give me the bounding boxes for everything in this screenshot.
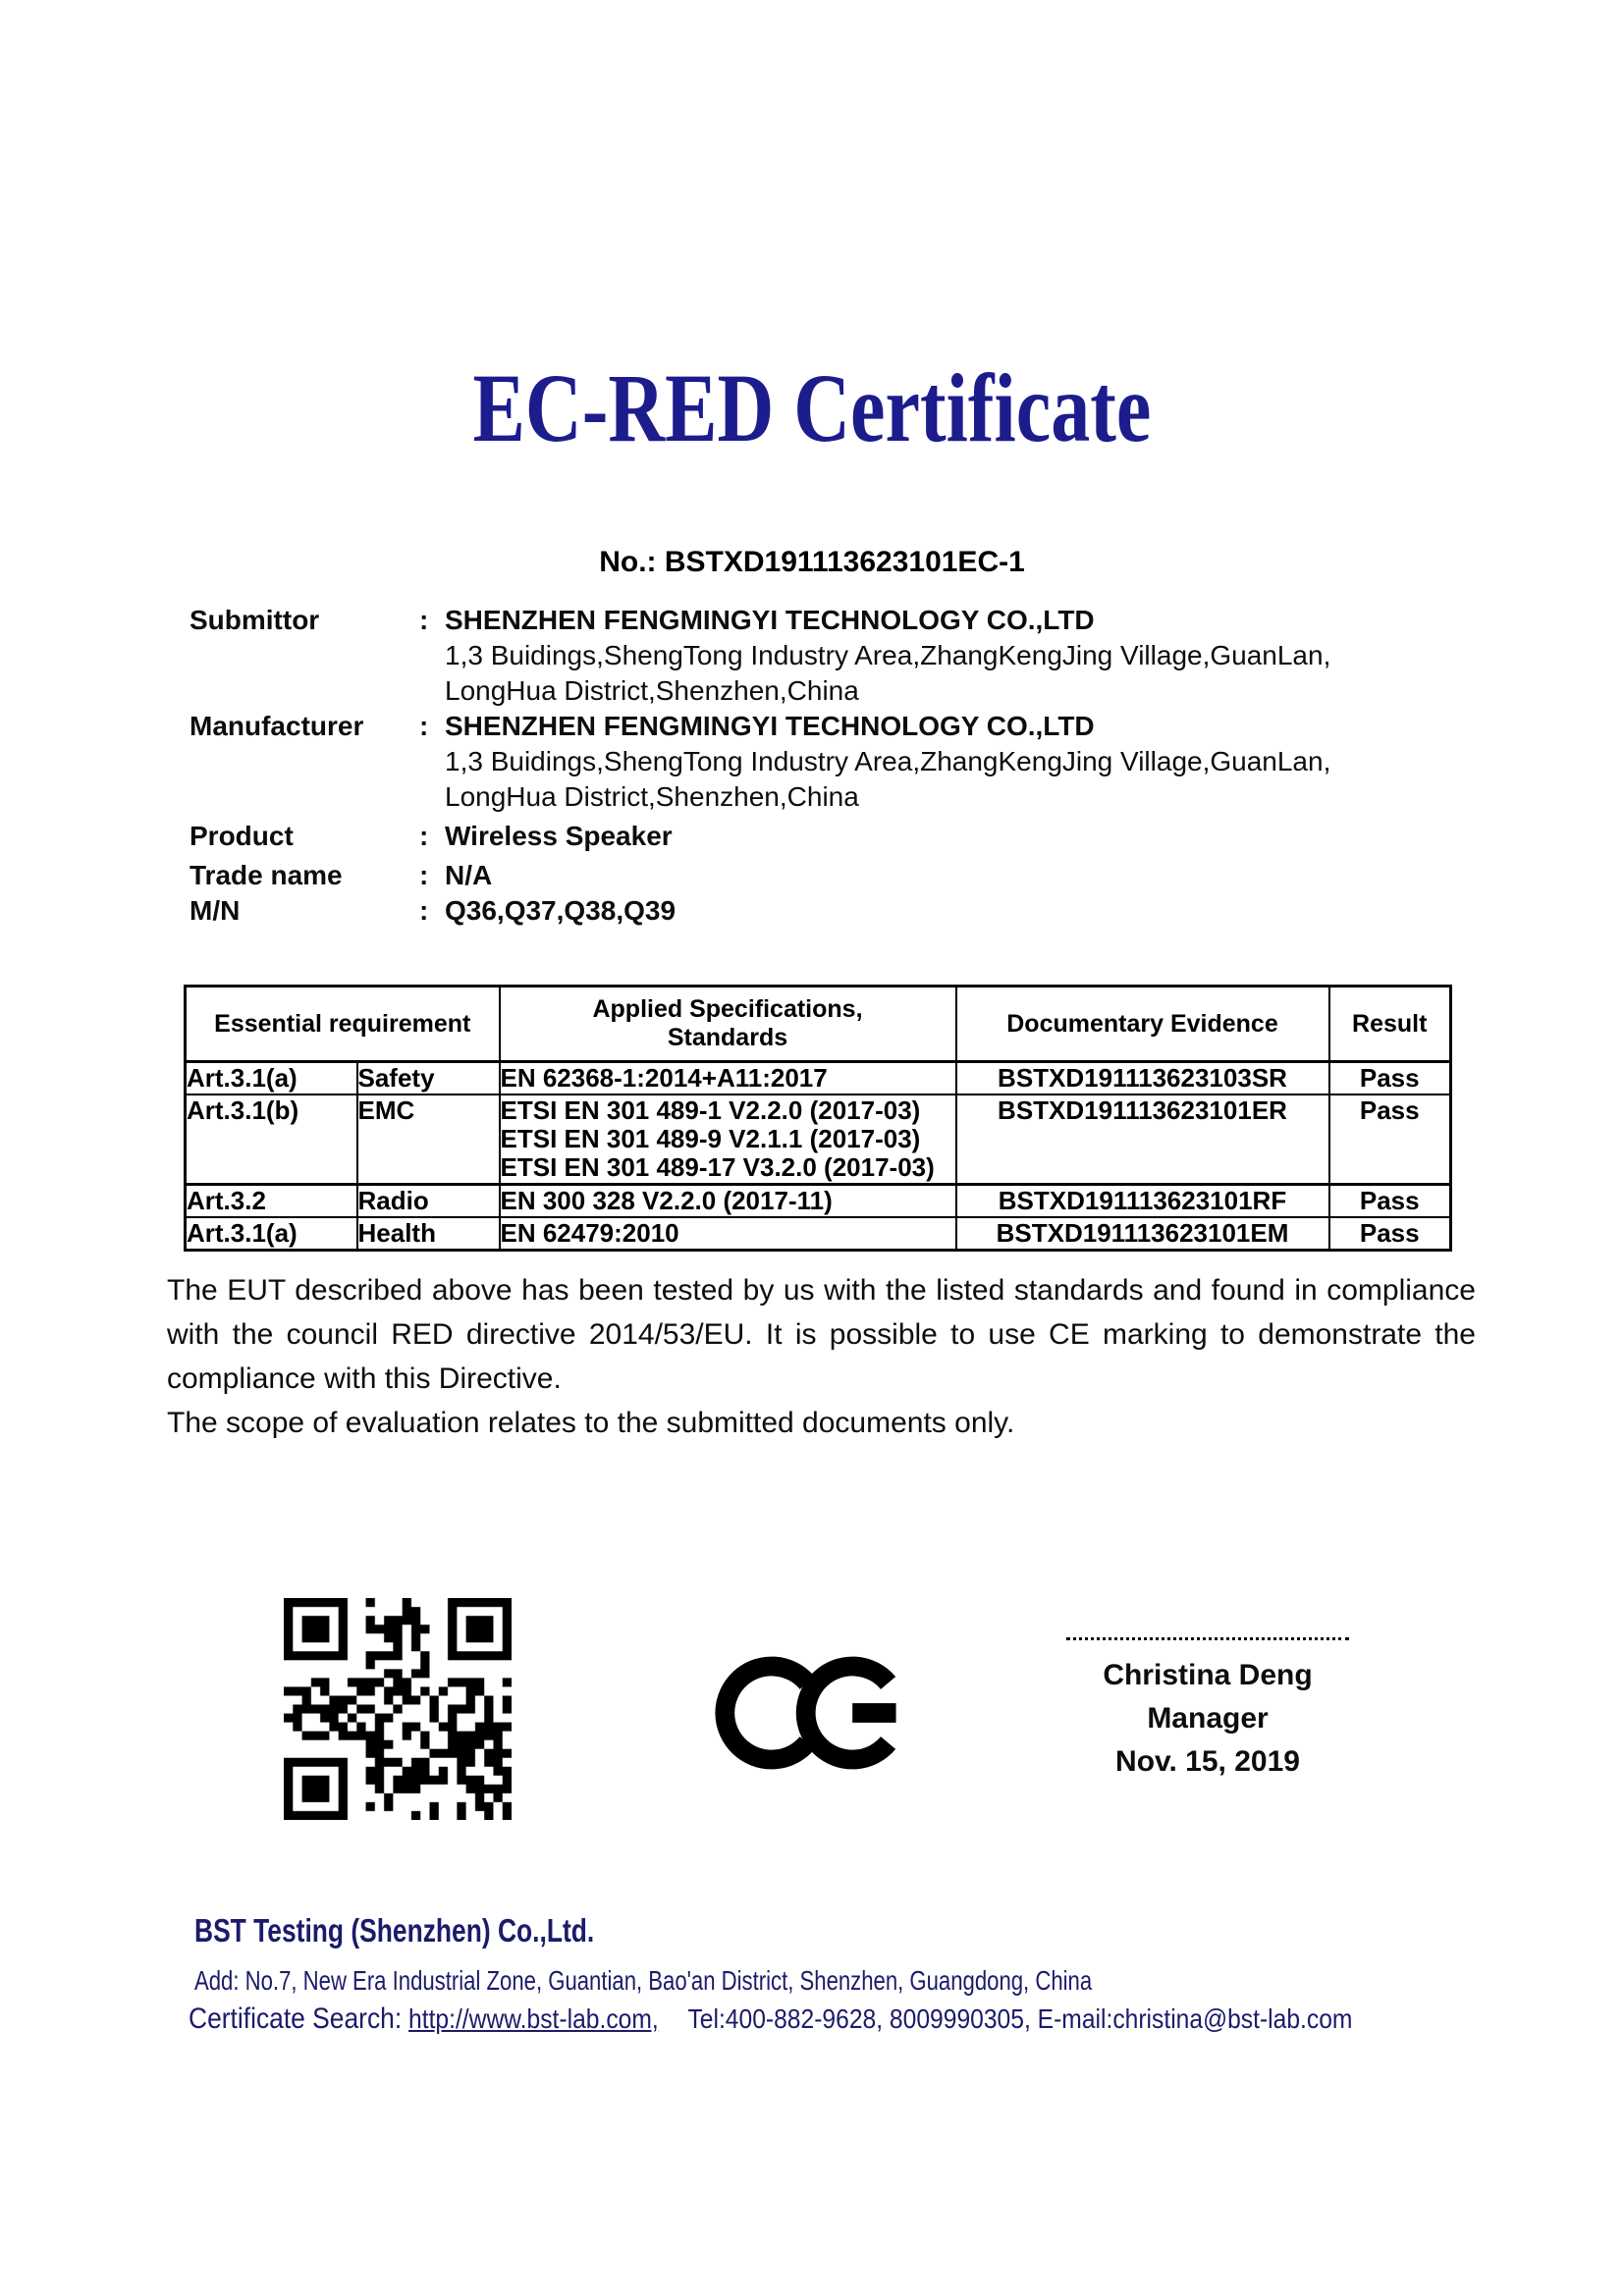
result-cell: Pass [1329, 1185, 1451, 1218]
info-row-manufacturer [189, 709, 1466, 744]
manufacturer-name: SHENZHEN FENGMINGYI TECHNOLOGY CO.,LTD [445, 711, 1095, 741]
certificate-search-url[interactable]: http://www.bst-lab.com, [408, 2003, 659, 2034]
info-colon [419, 673, 445, 709]
article-cell: Art.3.1(a) [186, 1217, 357, 1251]
article-cell: Art.3.1(a) [186, 1062, 357, 1095]
specs-cell [500, 1062, 956, 1095]
info-label [189, 673, 419, 709]
footer-contact-details: Tel:400-882-9628, 8009990305, E-mail:christina@bst-lab.com [687, 2003, 1353, 2034]
info-colon [419, 638, 445, 673]
info-block [189, 603, 1466, 929]
scope-statement: The scope of evaluation relates to the submitted documents only. [167, 1407, 1015, 1439]
info-label [189, 744, 419, 779]
info-row-address [189, 673, 1466, 709]
info-label [189, 779, 419, 815]
spec-line: ETSI EN 301 489-1 V2.2.0 (2017-03) [500, 1095, 921, 1125]
info-colon: : [419, 860, 429, 890]
article-cell: Art.3.2 [186, 1185, 357, 1218]
header-applied-specifications [500, 987, 956, 1062]
info-row-address [189, 779, 1466, 815]
manufacturer-address-line2: LongHua District,Shenzhen,China [445, 781, 859, 812]
certificate-number: No.: BSTXD191113623101EC-1 [599, 546, 1025, 578]
certificate-title: EC-RED Certificate [472, 353, 1152, 462]
table-row [186, 1095, 1451, 1185]
category-cell: Health [357, 1217, 500, 1251]
info-label: Manufacturer [189, 711, 364, 741]
header-specs-line1: Applied Specifications, [592, 995, 863, 1023]
spec-line: EN 62368-1:2014+A11:2017 [500, 1063, 828, 1093]
info-row-address [189, 638, 1466, 673]
info-row-product [189, 819, 1466, 854]
header-result: Result [1329, 987, 1451, 1062]
header-essential-requirement: Essential requirement [186, 987, 500, 1062]
signature-block [1011, 1637, 1404, 1784]
evidence-cell: BSTXD191113623101EM [956, 1217, 1329, 1251]
table-header-row [186, 987, 1451, 1062]
qr-code-icon [284, 1598, 512, 1820]
manufacturer-address-line1: 1,3 Buidings,ShengTong Industry Area,ZhangKengJing Village,GuanLan, [445, 746, 1331, 776]
header-specs-line2: Standards [667, 1024, 788, 1051]
signature-dotted-line [1066, 1637, 1349, 1640]
table-row [186, 1217, 1451, 1251]
certificate-search-label: Certificate Search: [189, 2002, 403, 2035]
header-documentary-evidence: Documentary Evidence [956, 987, 1329, 1062]
model-numbers-value: Q36,Q37,Q38,Q39 [445, 895, 677, 926]
category-cell: Safety [357, 1062, 500, 1095]
signatory-name: Christina Deng [1103, 1659, 1313, 1691]
footer-address: Add: No.7, New Era Industrial Zone, Guantian, Bao'an District, Shenzhen, Guangdong, China [194, 1965, 1093, 1996]
info-label: Submittor [189, 605, 320, 635]
evidence-cell: BSTXD191113623103SR [956, 1062, 1329, 1095]
category-cell: EMC [357, 1095, 500, 1185]
submittor-address-line1: 1,3 Buidings,ShengTong Industry Area,ZhangKengJing Village,GuanLan, [445, 640, 1331, 670]
info-row-address [189, 744, 1466, 779]
compliance-statement: The EUT described above has been tested by us with the listed standards and found in compliance with the council RED directive 2014/53/EU. It is possible to use CE marking to demonstrate the compliance with this Directive. [167, 1274, 1476, 1395]
info-label: Product [189, 821, 294, 851]
spec-line: ETSI EN 301 489-17 V3.2.0 (2017-03) [500, 1152, 935, 1182]
info-label [189, 638, 419, 673]
info-colon: : [419, 895, 429, 926]
info-colon: : [419, 821, 429, 851]
specs-cell [500, 1217, 956, 1251]
ce-mark-icon [715, 1641, 909, 1785]
signatory-title: Manager [1147, 1702, 1269, 1735]
result-cell: Pass [1329, 1217, 1451, 1251]
category-cell: Radio [357, 1185, 500, 1218]
submittor-address-line2: LongHua District,Shenzhen,China [445, 675, 859, 706]
article-cell: Art.3.1(b) [186, 1095, 357, 1185]
requirements-table [184, 985, 1452, 1252]
table-row [186, 1062, 1451, 1095]
evidence-cell: BSTXD191113623101ER [956, 1095, 1329, 1185]
info-row-mn [189, 893, 1466, 929]
product-value: Wireless Speaker [445, 821, 673, 851]
table-row [186, 1185, 1451, 1218]
spec-line: EN 62479:2010 [500, 1218, 679, 1248]
info-row-trade-name [189, 858, 1466, 893]
info-colon: : [419, 711, 429, 741]
evidence-cell: BSTXD191113623101RF [956, 1185, 1329, 1218]
info-row-submittor [189, 603, 1466, 638]
spec-line: ETSI EN 301 489-9 V2.1.1 (2017-03) [500, 1124, 921, 1153]
spec-line: EN 300 328 V2.2.0 (2017-11) [500, 1186, 833, 1215]
specs-cell [500, 1185, 956, 1218]
result-cell: Pass [1329, 1062, 1451, 1095]
footer-contact-line [189, 2002, 1352, 2036]
specs-cell [500, 1095, 956, 1185]
submittor-name: SHENZHEN FENGMINGYI TECHNOLOGY CO.,LTD [445, 605, 1095, 635]
info-colon: : [419, 605, 429, 635]
info-colon [419, 779, 445, 815]
info-colon [419, 744, 445, 779]
trade-name-value: N/A [445, 860, 493, 890]
statement-block [167, 1268, 1476, 1445]
info-label: M/N [189, 895, 241, 926]
result-cell: Pass [1329, 1095, 1451, 1185]
footer-company-name: BST Testing (Shenzhen) Co.,Ltd. [194, 1912, 595, 1949]
info-label: Trade name [189, 860, 343, 890]
signature-date: Nov. 15, 2019 [1115, 1745, 1300, 1778]
